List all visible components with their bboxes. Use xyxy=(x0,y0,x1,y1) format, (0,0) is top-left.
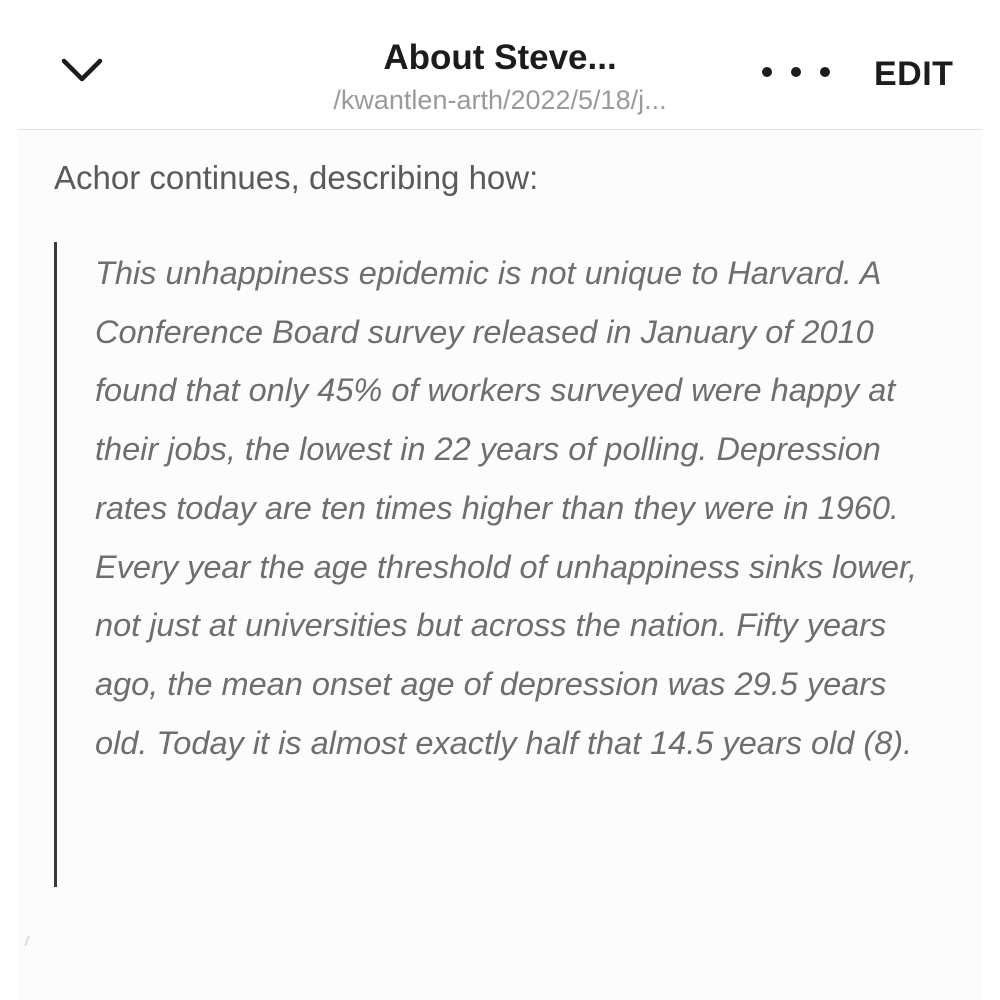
scroll-indicator xyxy=(24,936,29,946)
blockquote xyxy=(54,242,944,887)
more-horizontal-icon xyxy=(791,67,801,77)
title-block xyxy=(260,36,740,118)
page-path: /kwantlen-arth/2022/5/18/j... xyxy=(333,85,667,115)
quote-text: This unhappiness epidemic is not unique to Harvard. A Conference Board survey released in January of 2010 found that only 45% of workers surveyed were happy at their jobs, the lowest in 22 years of polling. Depression rates today are ten times higher than they were in 1960. Every year the age threshold of unhappiness sinks lower, not just at universities but across the nation. Fifty years ago, the mean onset age of depression was 29.5 years old. Today it is almost exactly half that 14.5 years old (8). xyxy=(95,255,918,761)
chevron-down-icon xyxy=(60,56,104,84)
page-title: About Steve... xyxy=(383,38,617,77)
more-horizontal-icon xyxy=(762,67,772,77)
back-button[interactable] xyxy=(56,46,108,94)
article-content xyxy=(18,130,982,1000)
more-options-button[interactable] xyxy=(762,56,830,88)
intro-paragraph: Achor continues, describing how: xyxy=(54,159,539,196)
more-horizontal-icon xyxy=(820,67,830,77)
edit-button[interactable]: EDIT xyxy=(874,55,954,93)
top-bar xyxy=(0,0,1000,130)
